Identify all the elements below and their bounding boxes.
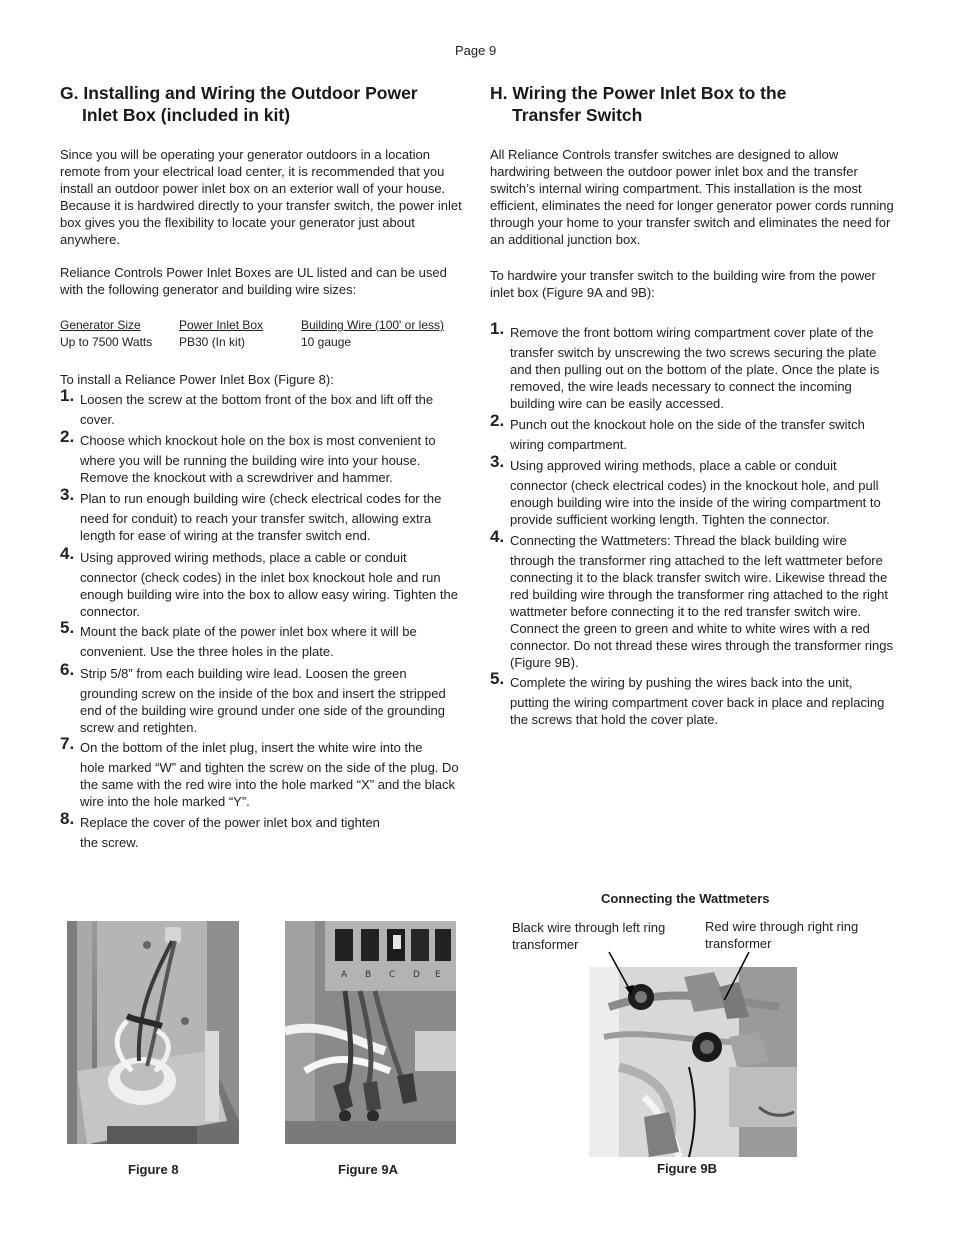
wire-size-table [60, 317, 470, 351]
step-text: Choose which knockout hole on the box is most convenient to [80, 433, 436, 448]
step-text: putting the wiring compartment cover back in place and replacing the screws that hold the cover plate. [510, 695, 885, 727]
table-cell: PB30 (In kit) [179, 335, 246, 349]
inlet-box-wiring-photo [67, 921, 239, 1144]
step-text: Using approved wiring methods, place a cable or conduit [80, 550, 407, 565]
list-item [490, 452, 895, 530]
annotation-right: Red wire through right ring transformer [705, 919, 859, 951]
section-g-para1: Since you will be operating your generator outdoors in a location remote from your electrical load center, it is recommended that you install an outdoor power inlet box on an exterior wall of your house. Because it is hardwired directly to your transfer switch, the power inlet box gives you the flexibility to locate your generator just about anywhere. [60, 147, 462, 247]
list-item [60, 544, 468, 621]
table-header-row [60, 317, 470, 334]
step-text: Plan to run enough building wire (check electrical codes for the [80, 491, 442, 506]
panel-letter: A [341, 970, 348, 980]
leader-line-left [609, 952, 631, 992]
arrow-head-left [625, 985, 634, 995]
figure-9a-photo [285, 921, 456, 1144]
section-g-para2: Reliance Controls Power Inlet Boxes are UL listed and can be used with the following generator and building wire sizes: [60, 265, 447, 297]
step-text: cover. [80, 412, 115, 427]
table-header-cell: Building Wire (100' or less) [301, 318, 445, 332]
figure-8-photo [67, 921, 239, 1144]
step-number: 4. [490, 527, 505, 546]
figure-9b-caption: Figure 9B [657, 1161, 717, 1176]
section-h-para2: To hardwire your transfer switch to the building wire from the power inlet box (Figure 9A and 9B): [490, 268, 876, 300]
section-h-steps [490, 319, 895, 730]
step-number: 3. [490, 452, 505, 471]
step-number: 3. [60, 485, 75, 504]
table-header-cell: Power Inlet Box [179, 318, 264, 332]
list-item [60, 386, 468, 430]
table-header-cell: Generator Size [60, 318, 141, 332]
step-text: connector (check codes) in the inlet box knockout hole and run enough building wire into the box to allow easy wiring. Tighten the connector. [80, 570, 458, 619]
panel-letter: E [435, 970, 441, 980]
step-text: Punch out the knockout hole on the side of the transfer switch [510, 417, 865, 432]
step-text: convenient. Use the three holes in the plate. [80, 644, 334, 659]
list-item [60, 660, 468, 737]
section-g-title [60, 82, 480, 126]
section-h-para1: All Reliance Controls transfer switches are designed to allow hardwiring between the outdoor power inlet box and the transfer switch’s internal wiring compartment. This installation is the most efficient, eliminates the need for longer generator power cords running through your home to your transfer switch and eliminates the need for an additional junction box. [490, 147, 894, 247]
section-g-title-line1: G. Installing and Wiring the Outdoor Power [60, 83, 418, 103]
step-text: Remove the front bottom wiring compartment cover plate of the [510, 325, 874, 340]
table-cell: 10 gauge [301, 335, 352, 349]
step-text: Mount the back plate of the power inlet box where it will be [80, 624, 417, 639]
step-number: 1. [60, 386, 75, 405]
panel-letter: B [365, 970, 372, 980]
section-h-title [490, 82, 910, 126]
step-text: Complete the wiring by pushing the wires back into the unit, [510, 675, 853, 690]
step-number: 2. [60, 427, 75, 446]
step-number: 6. [60, 660, 75, 679]
list-item [60, 427, 468, 488]
panel-letter: D [413, 970, 420, 980]
step-text: On the bottom of the inlet plug, insert the white wire into the [80, 740, 423, 755]
list-item [490, 319, 895, 414]
step-text: Using approved wiring methods, place a cable or conduit [510, 458, 837, 473]
step-text: the screw. [80, 835, 139, 850]
panel-letter: C [389, 970, 396, 980]
list-item [60, 809, 468, 852]
step-text: Loosen the screw at the bottom front of the box and lift off the [80, 392, 434, 407]
annotation-leader-lines [589, 940, 797, 1000]
annotation-left: Black wire through left ring transformer [512, 920, 666, 952]
step-text: hole marked “W” and tighten the screw on the side of the plug. Do the same with the red wire into the hole marked “X” and the black wire into the hole marked “Y”. [80, 760, 459, 809]
list-item [60, 734, 468, 812]
transfer-switch-wiring-photo [285, 921, 456, 1144]
step-text: need for conduit) to reach your transfer switch, allowing extra length for ease of wiring at the transfer switch end. [80, 511, 432, 543]
step-number: 1. [490, 319, 505, 338]
step-number: 4. [60, 544, 75, 563]
leader-line-right [709, 952, 749, 1000]
step-text: grounding screw on the inside of the box and insert the stripped end of the building wire ground under one side of the grounding screw and retighten. [80, 686, 446, 735]
list-item [490, 527, 895, 672]
step-text: Connecting the Wattmeters: Thread the black building wire [510, 533, 847, 548]
list-item [490, 669, 895, 730]
section-g-steps [60, 386, 468, 852]
step-text: transfer switch by unscrewing the two screws securing the plate and then pulling out on the bottom of the plate. Once the plate is removed, the wire leads necessary to connect the incoming building wire can be easily accessed. [510, 345, 880, 411]
section-g-title-line2: Inlet Box (included in kit) [82, 105, 291, 125]
step-number: 2. [490, 411, 505, 430]
step-text: connector (check electrical codes) in the knockout hole, and pull enough building wire into the inside of the wiring compartment to provide sufficient working length. Tighten the connector. [510, 478, 881, 527]
step-number: 8. [60, 809, 75, 828]
step-number: 7. [60, 734, 75, 753]
section-h-title-line2: Transfer Switch [512, 105, 643, 125]
list-item [60, 485, 468, 547]
table-row [60, 334, 470, 351]
step-text: wiring compartment. [510, 437, 628, 452]
step-text: where you will be running the building wire into your house. Remove the knockout with a screwdriver and hammer. [80, 453, 421, 485]
step-text: Strip 5/8” from each building wire lead. Loosen the green [80, 666, 407, 681]
table-cell: Up to 7500 Watts [60, 335, 153, 349]
step-text: Replace the cover of the power inlet box and tighten [80, 815, 380, 830]
step-number: 5. [490, 669, 505, 688]
section-g-intro: To install a Reliance Power Inlet Box (Figure 8): [60, 372, 334, 387]
page-number: Page 9 [455, 43, 497, 58]
figure-8-caption: Figure 8 [128, 1162, 179, 1177]
wattmeter-figure-title: Connecting the Wattmeters [601, 891, 770, 906]
section-h-title-line1: H. Wiring the Power Inlet Box to the [490, 83, 787, 103]
step-number: 5. [60, 618, 75, 637]
list-item [60, 618, 468, 663]
figure-9a-caption: Figure 9A [338, 1162, 398, 1177]
step-text: through the transformer ring attached to the left wattmeter before connecting it to the black transfer switch wire. Likewise thread the red building wire through the transformer ring attached to the right wattmeter before connecting it to the red transfer switch wire. Connect the green to green and white to white wires with a red connector. Do not thread these wires through the transformer rings (Figure 9B). [510, 553, 893, 670]
list-item [490, 411, 895, 455]
